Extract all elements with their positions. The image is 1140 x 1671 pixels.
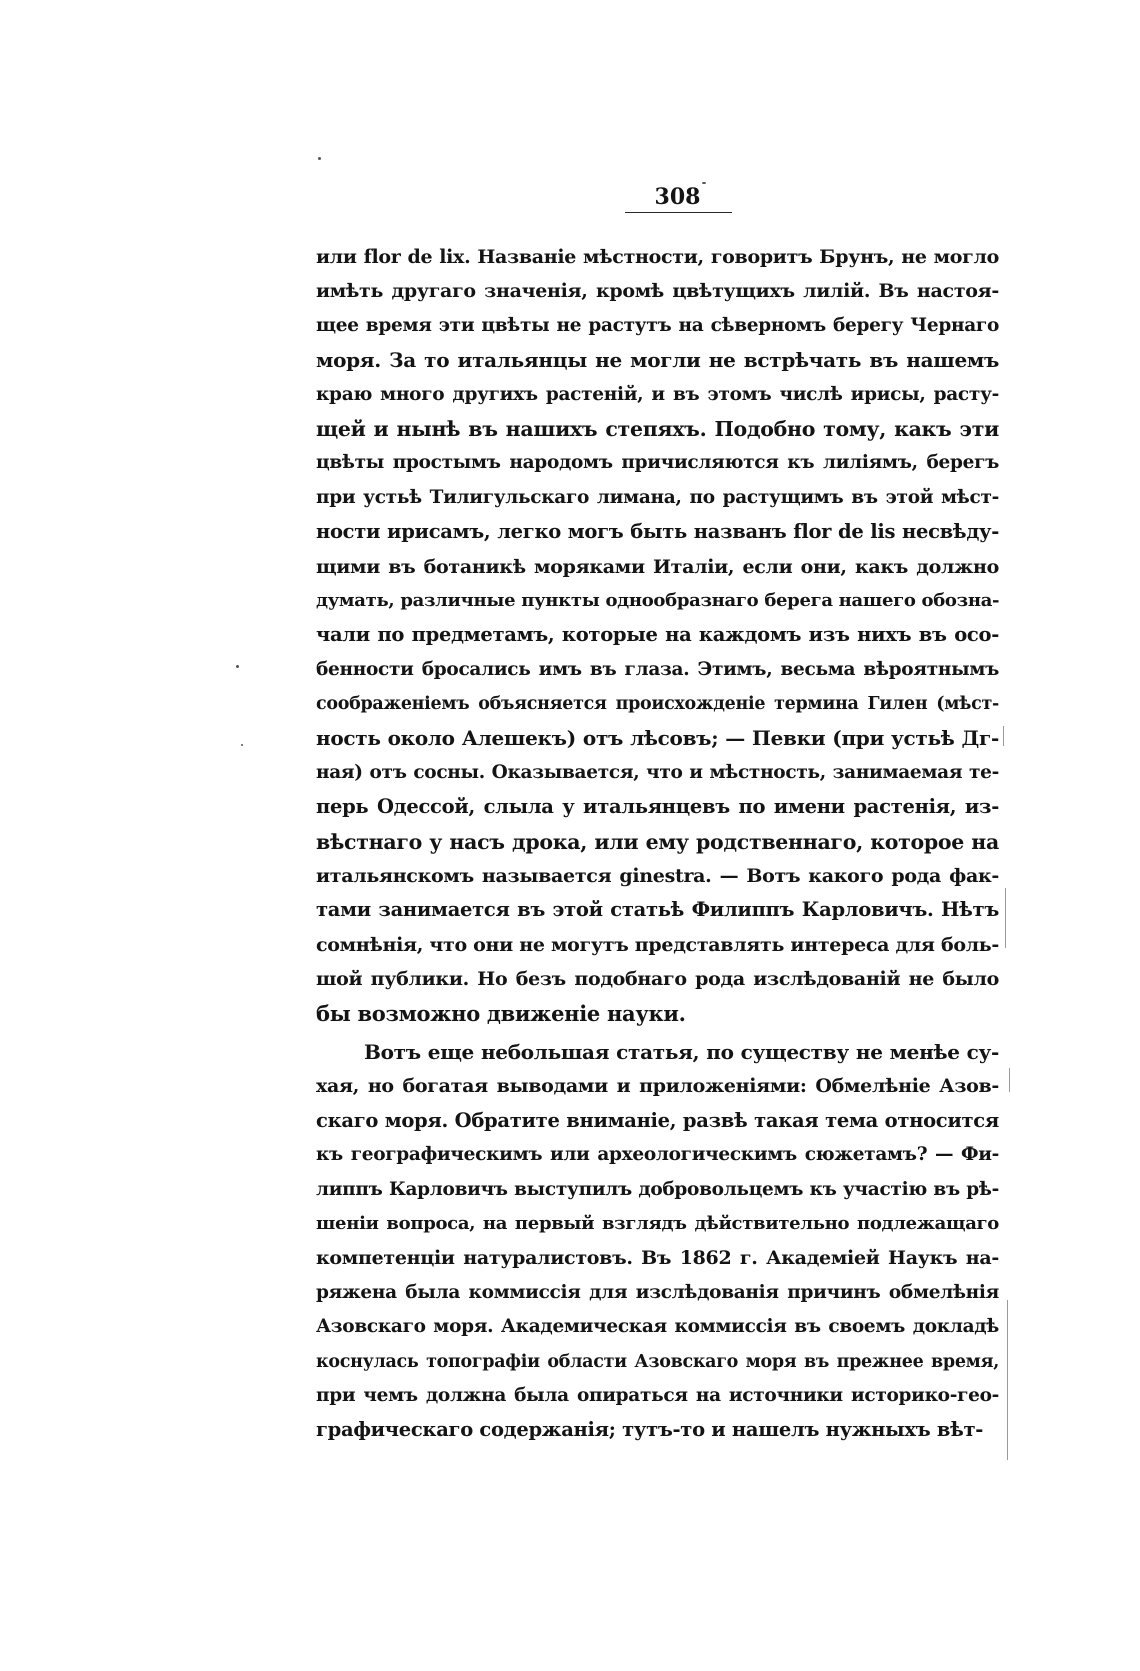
text-line: липпъ Карловичъ выступилъ добровольцемъ къ участію въ рѣ- bbox=[316, 1178, 999, 1200]
text-line: или flor de lix. Названіе мѣстности, говоритъ Брунъ, не могло bbox=[316, 246, 999, 268]
text-line: шеніи вопроса, на первый взглядъ дѣйствительно подлежащаго bbox=[316, 1212, 999, 1234]
text-line: Вотъ еще небольшая статья, по существу не менѣе су- bbox=[364, 1039, 999, 1064]
text-line: компетенціи натуралистовъ. Въ 1862 г. Академіей Наукъ на- bbox=[316, 1247, 999, 1270]
text-line: краю много другихъ растеній, и въ этомъ числѣ ирисы, расту- bbox=[316, 383, 999, 405]
text-line: при устьѣ Тилигульскаго лимана, по растущимъ въ этой мѣст- bbox=[316, 486, 999, 508]
text-line: тами занимается въ этой статьѣ Филиппъ Карловичъ. Нѣтъ bbox=[316, 898, 999, 922]
text-line: коснулась топографіи области Азовскаго моря въ прежнее время, bbox=[316, 1351, 999, 1372]
text-line: ности ирисамъ, легко могъ быть названъ flor de lis несвѣду- bbox=[316, 520, 999, 544]
scan-speck bbox=[318, 157, 321, 160]
text-line: имѣть другаго значенія, кромѣ цвѣтущихъ лилій. Въ настоя- bbox=[316, 280, 999, 303]
text-line: бы возможно движеніе науки. bbox=[316, 1000, 686, 1026]
scan-speck bbox=[702, 182, 706, 184]
text-line: къ географическимъ или археологическимъ сюжетамъ? — Фи- bbox=[316, 1144, 999, 1166]
scan-edge-mark bbox=[1009, 1068, 1010, 1092]
text-line: перь Одессой, слыла у итальянцевъ по имени растенія, из- bbox=[316, 795, 999, 819]
text-body bbox=[316, 240, 999, 1448]
text-line: щее время эти цвѣты не растутъ на сѣверномъ берегу Чернаго bbox=[316, 314, 999, 336]
scan-edge-mark bbox=[1005, 888, 1006, 948]
text-line: моря. За то итальянцы не могли не встрѣчать въ нашемъ bbox=[316, 348, 999, 373]
text-line: вѣстнаго у насъ дрока, или ему родственнаго, которое на bbox=[316, 829, 999, 854]
text-line: при чемъ должна была опираться на источники историко-гео- bbox=[316, 1384, 999, 1406]
header-rule bbox=[625, 212, 732, 213]
text-line: итальянскомъ называется ginestra. — Вотъ какого рода фак- bbox=[316, 865, 999, 888]
text-line: думать, различные пункты однообразнаго берега нашего обозна- bbox=[316, 589, 999, 611]
text-line: ная) отъ сосны. Оказывается, что и мѣстность, занимаемая те- bbox=[316, 761, 999, 783]
text-line: сомнѣнія, что они не могутъ представлять интереса для боль- bbox=[316, 933, 999, 956]
text-line: бенности бросались имъ въ глаза. Этимъ, весьма вѣроятнымъ bbox=[316, 658, 999, 680]
text-line: соображеніемъ объясняется происхожденіе термина Гилен (мѣст- bbox=[316, 694, 999, 715]
text-line: хая, но богатая выводами и приложеніями: Обмелѣніе Азов- bbox=[316, 1075, 999, 1098]
text-line: щими въ ботаникѣ моряками Италіи, если они, какъ должно bbox=[316, 555, 999, 578]
text-line: скаго моря. Обратите вниманіе, развѣ такая тема относится bbox=[316, 1108, 999, 1132]
page-number: 308 bbox=[654, 184, 701, 210]
scan-edge-mark bbox=[1007, 1300, 1008, 1460]
text-line: графическаго содержанія; тутъ-то и нашелъ нужныхъ вѣт- bbox=[316, 1418, 984, 1442]
paragraph bbox=[316, 240, 999, 1031]
text-line: цвѣты простымъ народомъ причисляются къ лиліямъ, берегъ bbox=[316, 452, 999, 474]
text-line: Азовскаго моря. Академическая коммиссія въ своемъ докладѣ bbox=[316, 1316, 999, 1338]
scan-speck bbox=[236, 665, 239, 668]
text-line: ность около Алешекъ) отъ лѣсовъ; — Певки (при устьѣ Дг- bbox=[316, 726, 999, 751]
scan-speck bbox=[241, 744, 243, 746]
text-line: ряжена была коммиссія для изслѣдованія причинъ обмелѣнія bbox=[316, 1281, 999, 1303]
text-line: чали по предметамъ, которые на каждомъ изъ нихъ въ осо- bbox=[316, 623, 999, 647]
scan-edge-mark bbox=[1003, 726, 1004, 746]
text-line: шой публики. Но безъ подобнаго рода изслѣдованій не было bbox=[316, 968, 999, 991]
text-line: щей и нынѣ въ нашихъ степяхъ. Подобно тому, какъ эти bbox=[316, 416, 999, 441]
paragraph bbox=[316, 1035, 999, 1448]
